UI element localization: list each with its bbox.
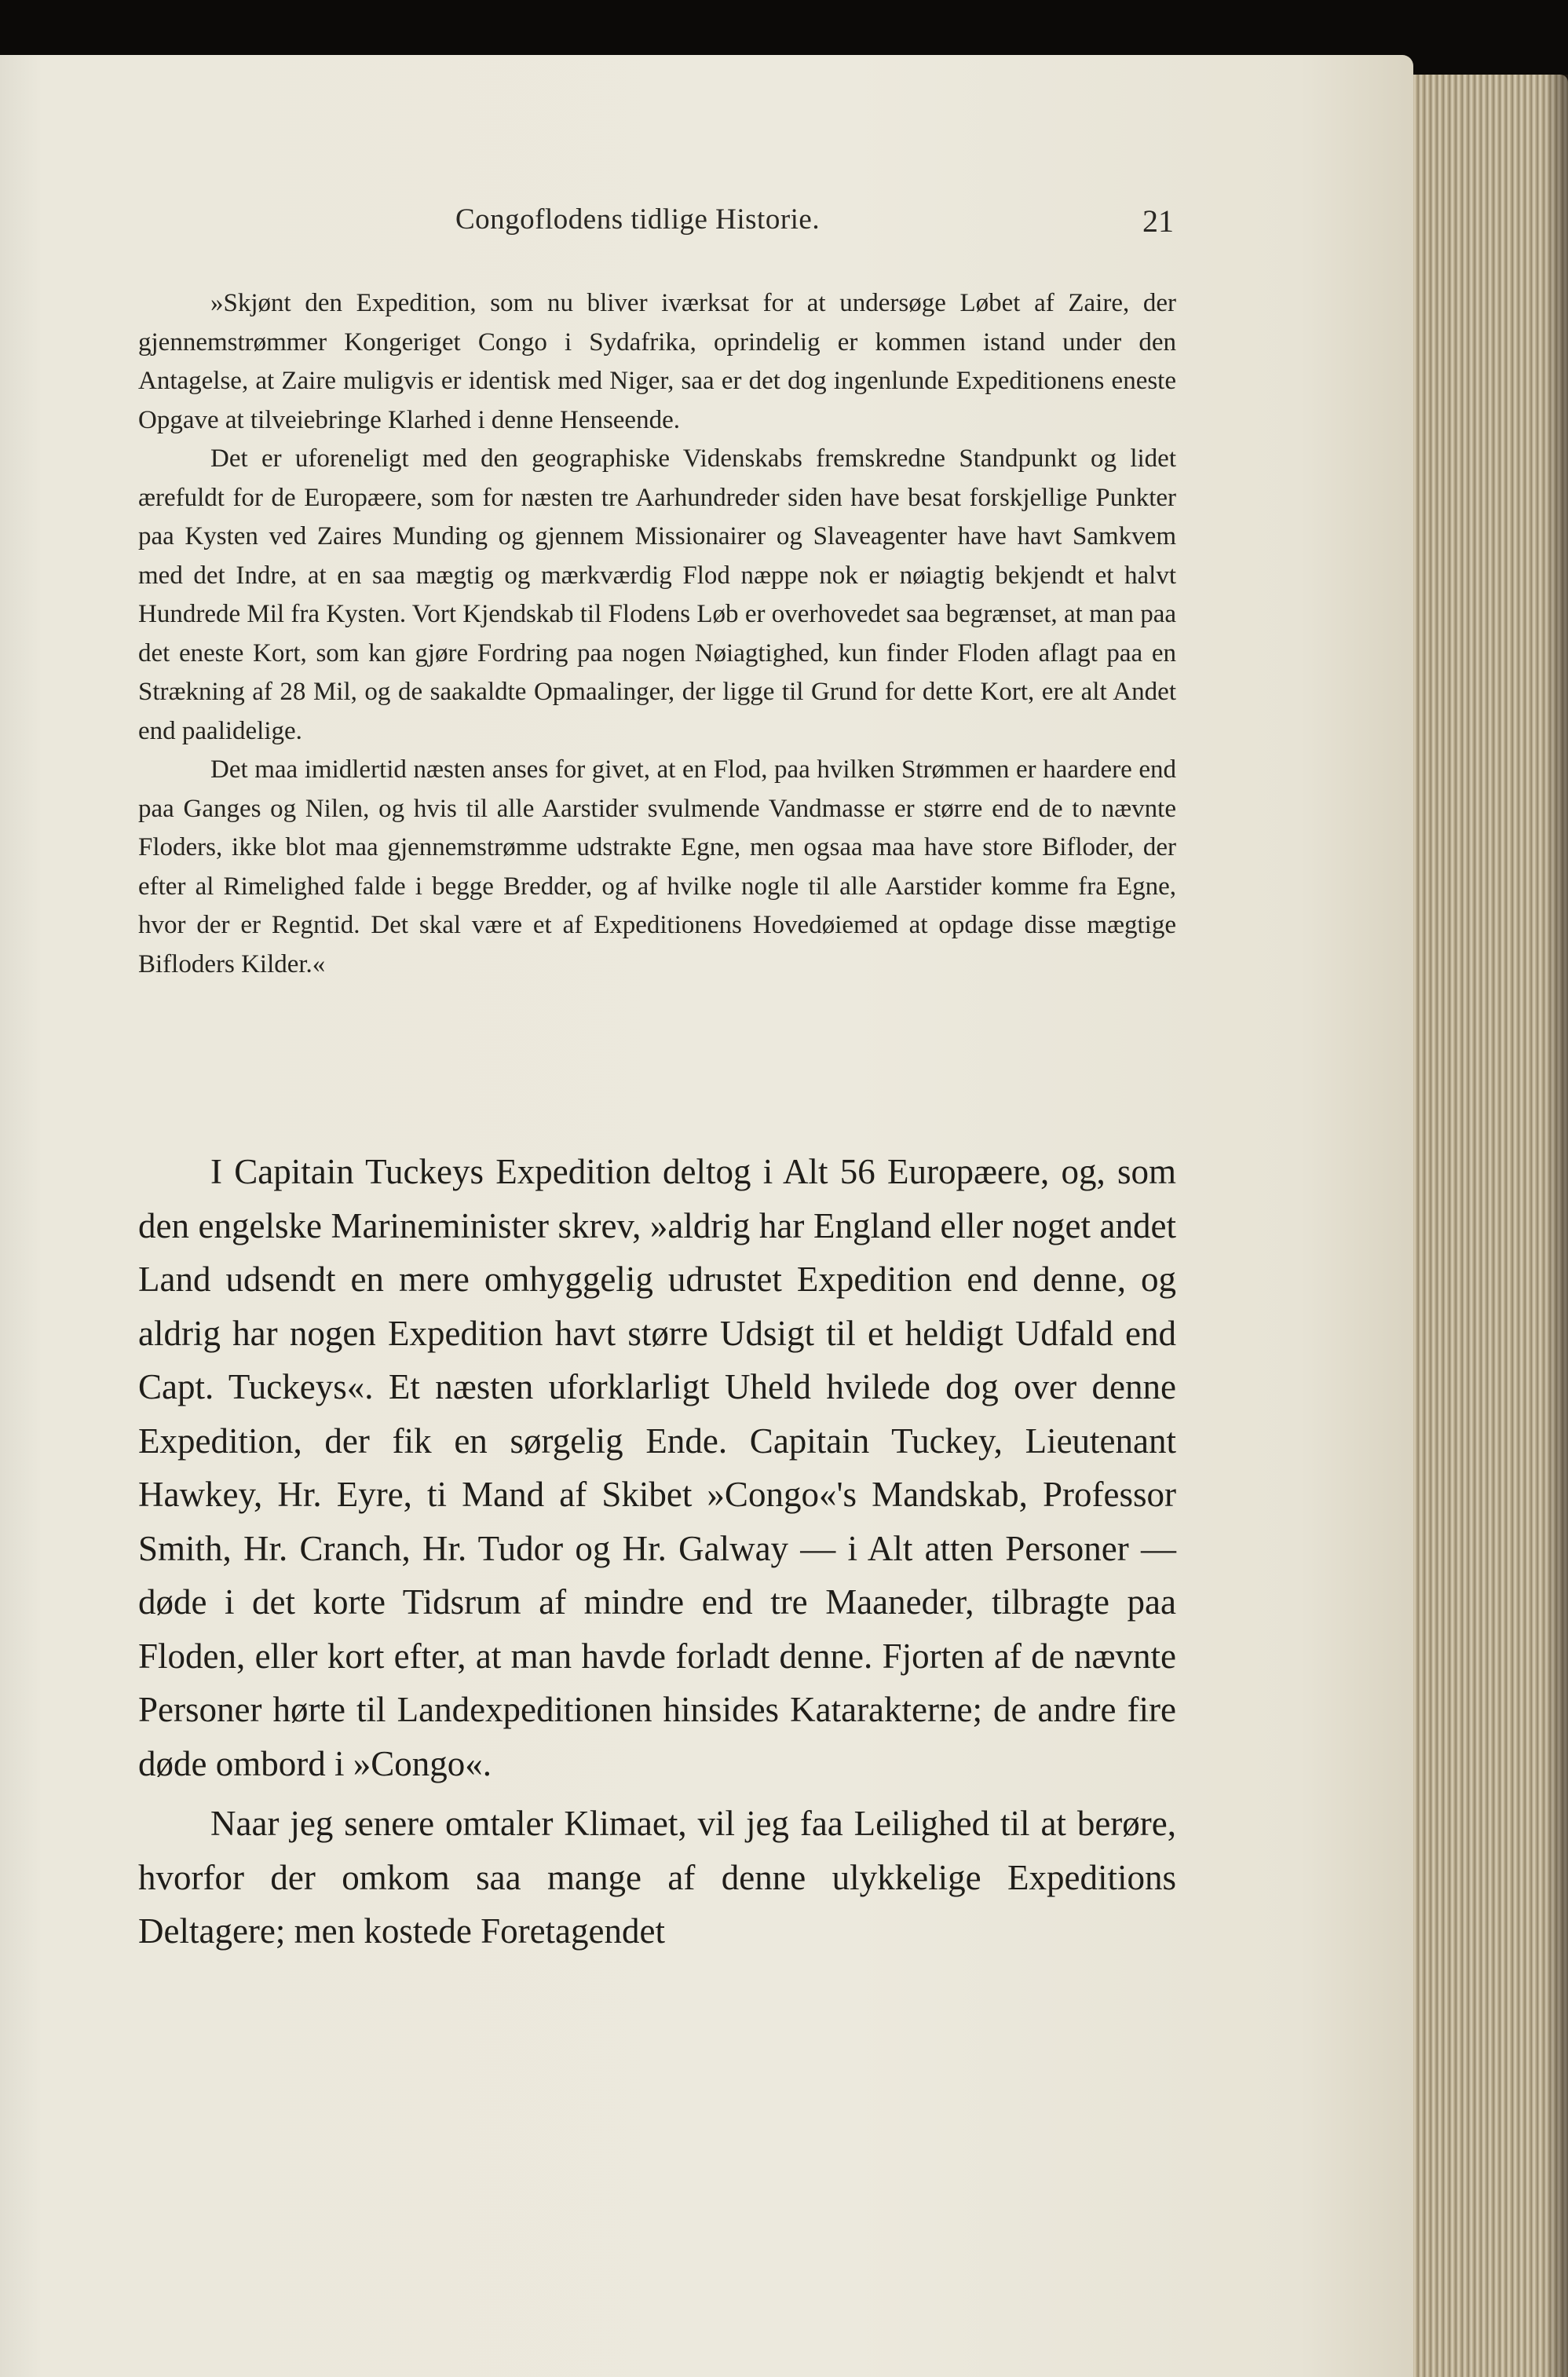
quote-paragraph: Det maa imidlertid næsten anses for givet, at en Flod, paa hvilken Strømmen er haardere end paa Ganges og Nilen, og hvis til alle Aarstider svulmende Vandmasse er større end de to nævnte Floders, ikke blot maa gjennemstrømme udstrakte Egne, men ogsaa maa have store Bifloder, der efter al Rimelighed falde i begge Bredder, og af hvilke nogle til alle Aarstider komme fra Egne, hvor der er Regntid. Det skal være et af Expeditionens Hovedøiemed at opdage disse mægtige Bifloders Kilder.« (138, 755, 1176, 978)
body-text (138, 1145, 1176, 1958)
quote-paragraph: »Skjønt den Expedition, som nu bliver iværksat for at undersøge Løbet af Zaire, der gjennemstrømmer Kongeriget Congo i Sydafrika, oprindelig er kommen istand under den Antagelse, at Zaire muligvis er identisk med Niger, saa er det dog ingenlunde Expeditionens eneste Opgave at tilveiebringe Klarhed i denne Henseende. (138, 289, 1176, 434)
body-paragraph: Naar jeg senere omtaler Klimaet, vil jeg faa Leilighed til at berøre, hvorfor der omkom saa mange af denne ulykkelige Expeditions Deltagere; men kostede Foretagendet (138, 1804, 1176, 1951)
quoted-instructions (138, 284, 1176, 984)
quote-paragraph: Det er uforeneligt med den geographiske Videnskabs fremskredne Standpunkt og lidet ærefuldt for de Europæere, som for næsten tre Aarhundreder siden have besat forskjellige Punkter paa Kysten ved Zaires Munding og gjennem Missionairer og Slaveagenter have havt Samkvem med det Indre, at en saa mægtig og mærkværdig Flod næppe nok er nøiagtig bekjendt et halvt Hundrede Mil fra Kysten. Vort Kjendskab til Flodens Løb er overhovedet saa begrænset, at man paa det eneste Kort, som kan gjøre Fordring paa nogen Nøiagtighed, kun finder Floden aflagt paa en Strækning af 28 Mil, og de saakaldte Opmaalinger, der ligge til Grund for dette Kort, ere alt Andet end paalidelige. (138, 444, 1176, 745)
page-number: 21 (1142, 203, 1174, 239)
running-header: Congoflodens tidlige Historie. (455, 203, 821, 236)
book-page-edges (1405, 75, 1568, 2377)
body-paragraph: I Capitain Tuckeys Expedition deltog i Alt 56 Europæere, og, som den engelske Marineminister skrev, »aldrig har England eller noget andet Land udsendt en mere omhyggelig udrustet Expedition end denne, og aldrig har nogen Expedition havt større Udsigt til et heldigt Udfald end Capt. Tuckeys«. Et næsten uforklarligt Uheld hvilede dog over denne Expedition, der fik en sørgelig Ende. Capitain Tuckey, Lieutenant Hawkey, Hr. Eyre, ti Mand af Skibet »Congo«'s Mandskab, Professor Smith, Hr. Cranch, Hr. Tudor og Hr. Galway — i Alt atten Personer — døde i det korte Tidsrum af mindre end tre Maaneder, tilbragte paa Floden, eller kort efter, at man havde forladt denne. Fjorten af de nævnte Personer hørte til Landexpeditionen hinsides Katarakterne; de andre fire døde ombord i »Congo«. (138, 1152, 1176, 1783)
